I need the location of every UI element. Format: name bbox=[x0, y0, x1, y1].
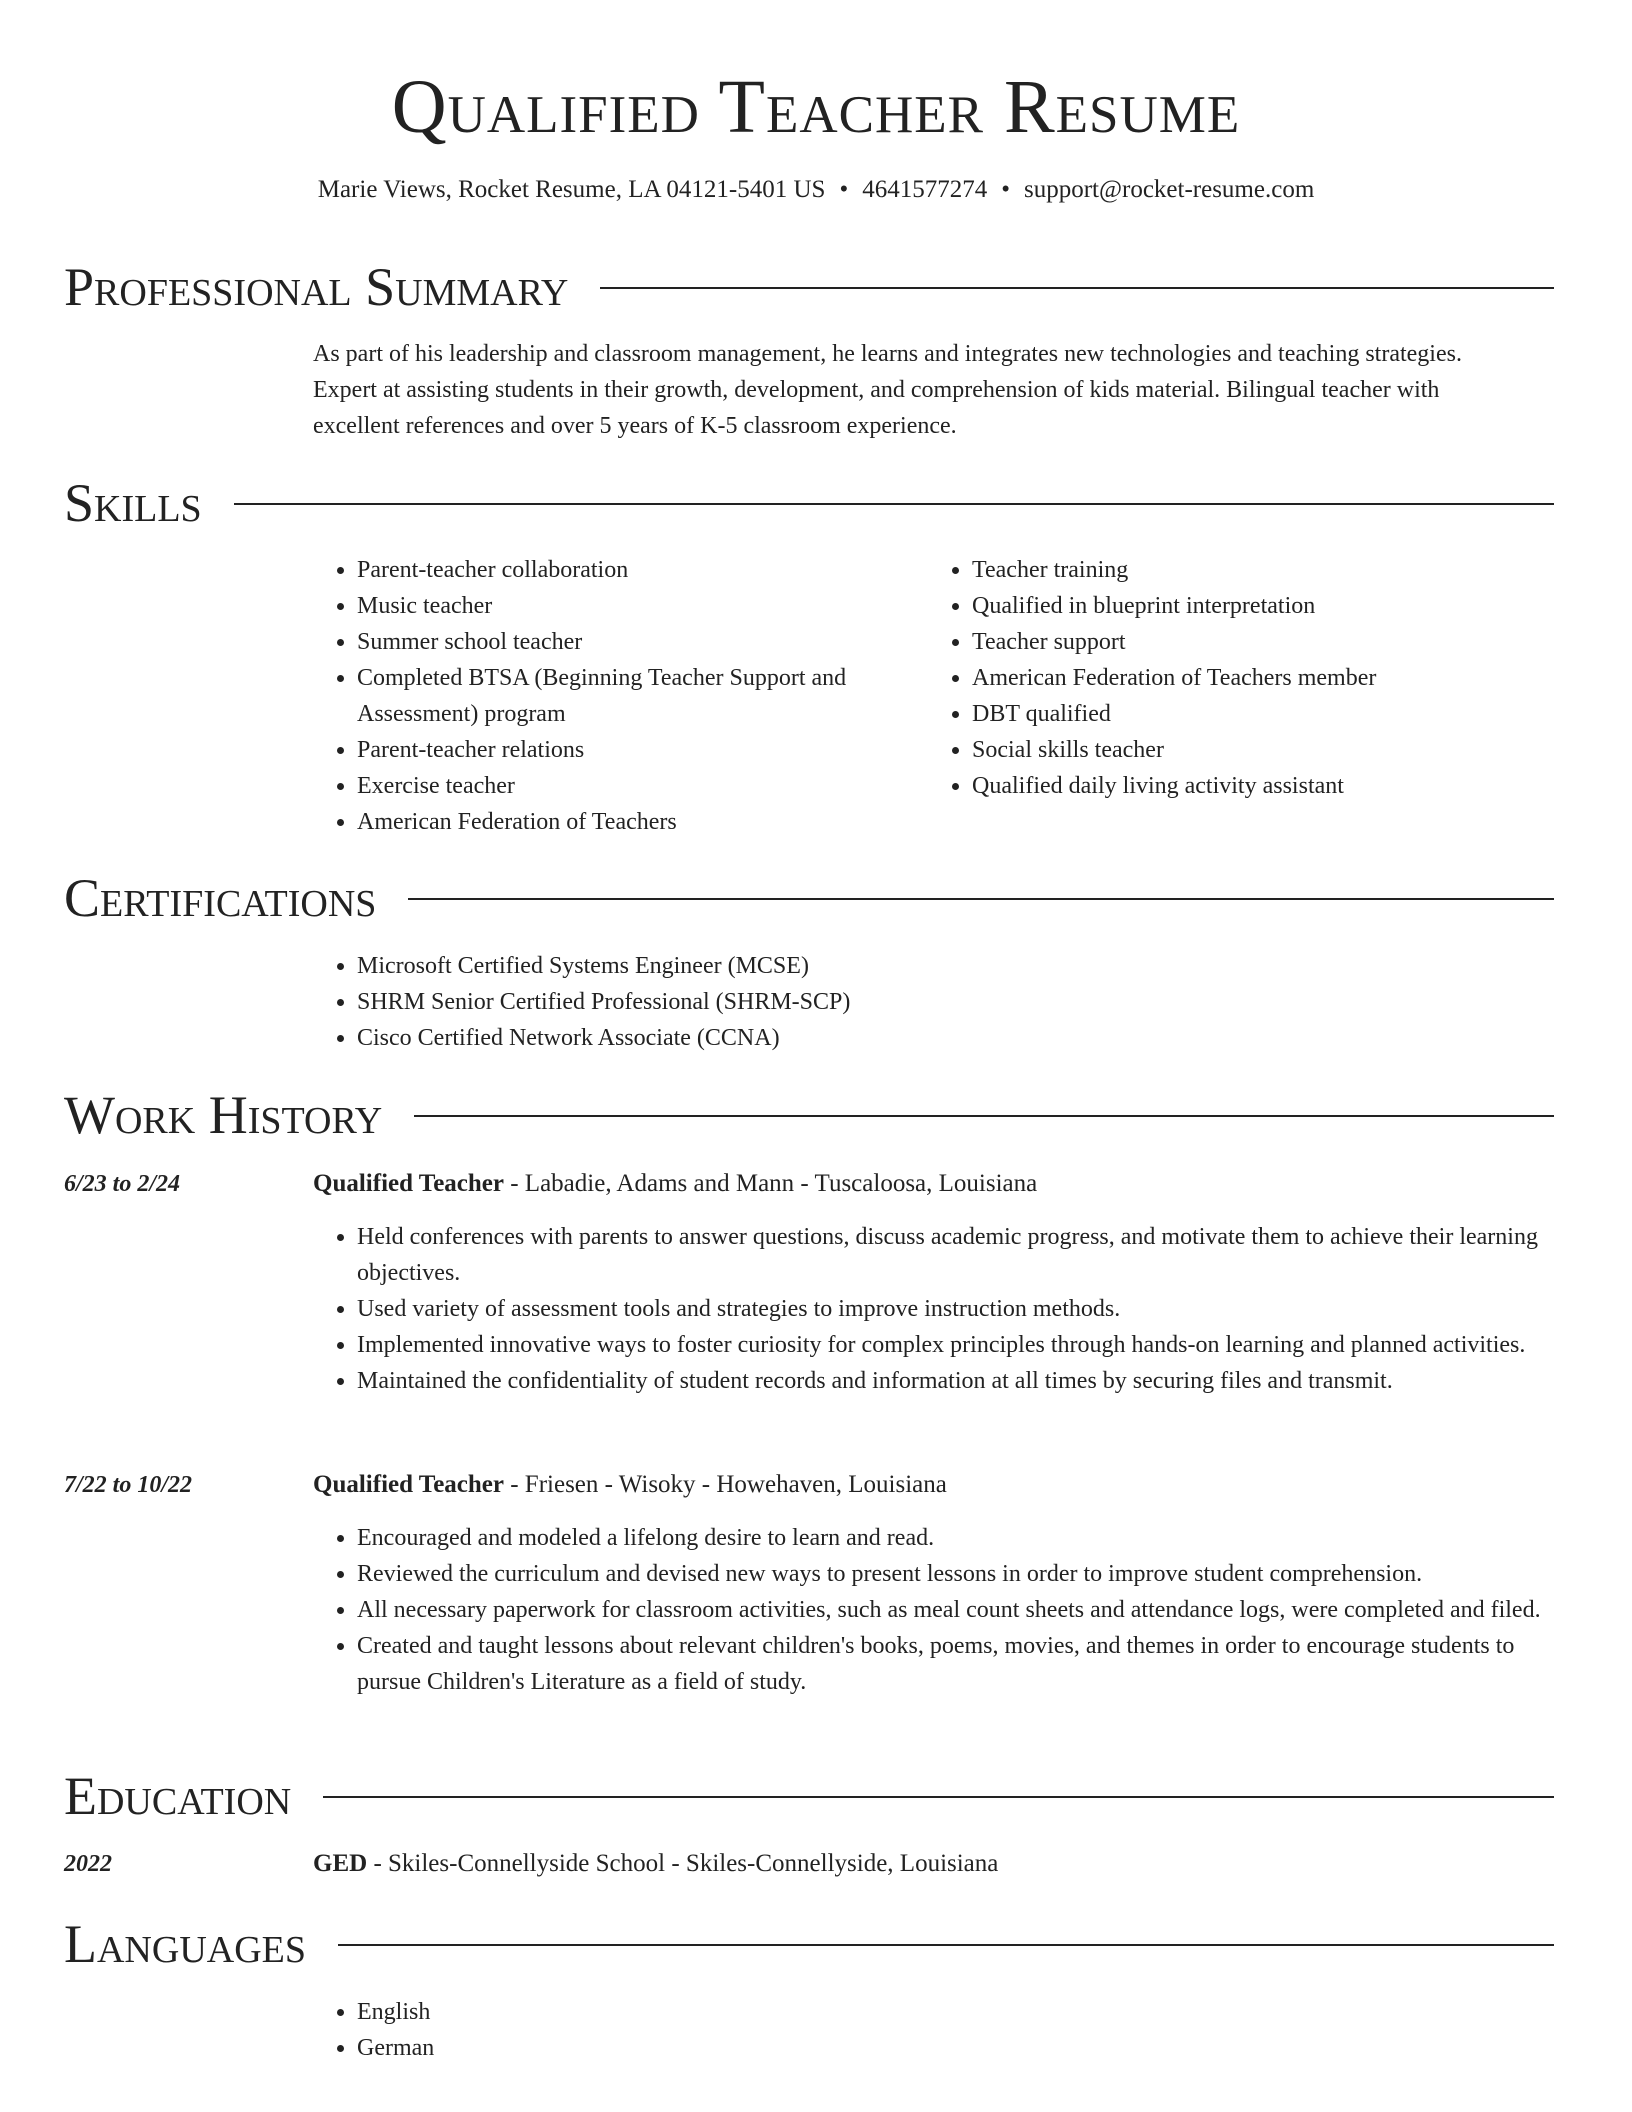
education-degree: GED bbox=[313, 1850, 368, 1877]
job-dates: 7/22 to 10/22 bbox=[64, 1472, 193, 1498]
contact-address: Marie Views, Rocket Resume, LA 04121-5401 US bbox=[317, 176, 826, 203]
job-heading bbox=[313, 1467, 1558, 1503]
section-heading-certifications bbox=[64, 866, 1554, 930]
skill-item: • Completed BTSA (Beginning Teacher Support and Assessment) program bbox=[357, 660, 928, 732]
job-employer-location: - Labadie, Adams and Mann - Tuscaloosa, Louisiana bbox=[503, 1170, 1038, 1197]
skills-column-right bbox=[928, 552, 1548, 804]
skill-item: • Music teacher bbox=[357, 588, 928, 624]
contact-line bbox=[0, 173, 1632, 207]
section-heading-education bbox=[64, 1764, 1554, 1828]
job-duty: • Encouraged and modeled a lifelong desire to learn and read. bbox=[357, 1520, 1558, 1556]
section-heading-languages bbox=[64, 1912, 1554, 1976]
education-year: 2022 bbox=[64, 1851, 112, 1877]
section-heading-skills bbox=[64, 471, 1554, 535]
language-item: • German bbox=[357, 2030, 1558, 2066]
section-divider bbox=[338, 1944, 1554, 1946]
certification-item: • SHRM Senior Certified Professional (SHRM-SCP) bbox=[357, 984, 1558, 1020]
section-title: Skills bbox=[64, 473, 202, 533]
skill-item: • DBT qualified bbox=[972, 696, 1548, 732]
summary-text bbox=[313, 336, 1558, 444]
skill-item: • Qualified daily living activity assistant bbox=[972, 768, 1548, 804]
section-heading-work-history bbox=[64, 1083, 1554, 1147]
section-title: Certifications bbox=[64, 868, 377, 928]
job-duty: • Reviewed the curriculum and devised new ways to present lessons in order to improve student comprehension. bbox=[357, 1556, 1558, 1592]
skill-item: • Qualified in blueprint interpretation bbox=[972, 588, 1548, 624]
section-divider bbox=[234, 503, 1554, 505]
skill-item: • Exercise teacher bbox=[357, 768, 928, 804]
education-entry bbox=[313, 1846, 1558, 1882]
job-duty: • Maintained the confidentiality of student records and information at all times by securing files and transmit. bbox=[357, 1363, 1558, 1399]
language-item: • English bbox=[357, 1994, 1558, 2030]
job-entry bbox=[313, 1166, 1558, 1399]
job-duty: • Held conferences with parents to answer questions, discuss academic progress, and motivate them to achieve their learning objectives. bbox=[357, 1219, 1558, 1291]
section-title: Professional Summary bbox=[64, 257, 569, 317]
contact-separator: • bbox=[839, 176, 849, 203]
summary-line: excellent references and over 5 years of K-5 classroom experience. bbox=[313, 413, 957, 439]
section-title: Languages bbox=[64, 1914, 306, 1974]
job-duty: • Used variety of assessment tools and strategies to improve instruction methods. bbox=[357, 1291, 1558, 1327]
certification-item: • Microsoft Certified Systems Engineer (MCSE) bbox=[357, 948, 1558, 984]
skill-item: • Summer school teacher bbox=[357, 624, 928, 660]
job-entry bbox=[313, 1467, 1558, 1700]
job-dates: 6/23 to 2/24 bbox=[64, 1171, 181, 1197]
languages-list bbox=[313, 1994, 1558, 2066]
skill-item: • Teacher training bbox=[972, 552, 1548, 588]
summary-line: As part of his leadership and classroom management, he learns and integrates new technologies and teaching strategies. bbox=[313, 341, 1462, 367]
job-heading bbox=[313, 1166, 1558, 1202]
education-school-location: - Skiles-Connellyside School - Skiles-Connellyside, Louisiana bbox=[367, 1850, 999, 1877]
section-heading-summary bbox=[64, 255, 1554, 319]
resume-title: Qualified Teacher Resume bbox=[391, 65, 1241, 149]
contact-email: support@rocket-resume.com bbox=[1023, 176, 1315, 203]
skill-item: • Social skills teacher bbox=[972, 732, 1548, 768]
summary-line: Expert at assisting students in their growth, development, and comprehension of kids material. Bilingual teacher with bbox=[313, 377, 1440, 403]
certifications-list bbox=[313, 948, 1558, 1056]
section-divider bbox=[323, 1796, 1554, 1798]
job-title: Qualified Teacher bbox=[313, 1170, 504, 1197]
contact-phone: 4641577274 bbox=[862, 176, 988, 203]
skill-item: • Parent-teacher relations bbox=[357, 732, 928, 768]
job-duties bbox=[313, 1219, 1558, 1399]
section-divider bbox=[600, 287, 1554, 289]
skill-item: • Teacher support bbox=[972, 624, 1548, 660]
skills-column-left bbox=[313, 552, 928, 840]
skill-item: • Parent-teacher collaboration bbox=[357, 552, 928, 588]
job-title: Qualified Teacher bbox=[313, 1471, 504, 1498]
skill-item: • American Federation of Teachers member bbox=[972, 660, 1548, 696]
job-duty: • Implemented innovative ways to foster curiosity for complex principles through hands-on learning and planned activities. bbox=[357, 1327, 1558, 1363]
section-divider bbox=[408, 898, 1554, 900]
job-employer-location: - Friesen - Wisoky - Howehaven, Louisiana bbox=[503, 1471, 947, 1498]
job-duty: • All necessary paperwork for classroom activities, such as meal count sheets and attendance logs, were completed and filed. bbox=[357, 1592, 1558, 1628]
skill-item: • American Federation of Teachers bbox=[357, 804, 928, 840]
section-title: Work History bbox=[64, 1085, 383, 1145]
certification-item: • Cisco Certified Network Associate (CCNA) bbox=[357, 1020, 1558, 1056]
section-title: Education bbox=[64, 1766, 292, 1826]
job-duty: • Created and taught lessons about relevant children's books, poems, movies, and themes in order to encourage students to pursue Children's Literature as a field of study. bbox=[357, 1628, 1558, 1700]
contact-separator: • bbox=[1001, 176, 1010, 203]
skills-list bbox=[313, 552, 1558, 840]
section-divider bbox=[414, 1115, 1554, 1117]
job-duties bbox=[313, 1520, 1558, 1700]
